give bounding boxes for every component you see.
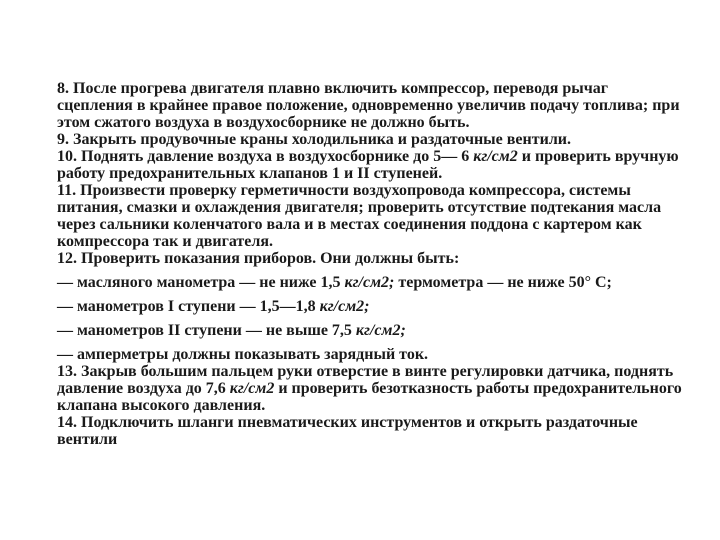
thermometer-text: термометра — не ниже 50° С; [394, 274, 612, 291]
step-10-unit: кг/см2 [473, 148, 518, 165]
paragraph-step-9: 9. Закрыть продувочные краны холодильника и раздаточные вентили. [57, 131, 572, 148]
paragraph-step-13 [57, 363, 687, 414]
reading-stage-1-manometers [57, 298, 687, 315]
paragraph-step-10 [57, 148, 687, 182]
instruction-text-block [57, 80, 687, 448]
reading-oil-manometer [57, 274, 687, 291]
oil-manometer-unit: кг/см2; [344, 274, 395, 291]
paragraph-step-14: 14. Подключить шланги пневматических инструментов и открыть раздаточные вентили [57, 414, 638, 448]
step-13-text-a: 13. Закрыв большим пальцем руки отверстие в винте регулировки датчика, поднять давление воздуха до 7,6 [57, 363, 674, 397]
oil-manometer-text: — масляного манометра — не ниже 1,5 [57, 274, 345, 291]
stage-1-unit: кг/см2; [319, 298, 370, 315]
reading-ammeters: — амперметры должны показывать зарядный ток. [57, 346, 429, 363]
stage-1-text: — манометров I ступени — 1,5—1,8 [57, 298, 320, 315]
step-10-text-a: 10. Поднять давление воздуха в воздухосборнике до 5— 6 [57, 148, 474, 165]
step-10-text-b: и проверить вручную работу предохранительных клапанов 1 и II ступеней. [57, 148, 679, 182]
paragraph-step-12: 12. Проверить показания приборов. Они должны быть: [57, 250, 460, 267]
reading-stage-2-manometers [57, 322, 687, 339]
step-13-text-b: и проверить безотказность работы предохранительного клапана высокого давления. [57, 380, 682, 414]
stage-2-text: — манометров II ступени — не выше 7,5 [57, 322, 356, 339]
paragraph-step-11: 11. Произвести проверку герметичности воздухопровода компрессора, системы питания, смазки и охлаждения двигателя; проверить отсутствие подтекания масла через сальники коленчатого вала и в местах соединения поддона с картером как компрессора так и двигателя. [57, 182, 662, 250]
paragraph-step-8: 8. После прогрева двигателя плавно включить компрессор, переводя рычаг сцепления в крайнее правое положение, одновременно увеличив подачу топлива; при этом сжатого воздуха в воздухосборнике не должно быть. [57, 80, 680, 131]
stage-2-unit: кг/см2; [355, 322, 406, 339]
step-13-unit: кг/см2 [229, 380, 275, 397]
